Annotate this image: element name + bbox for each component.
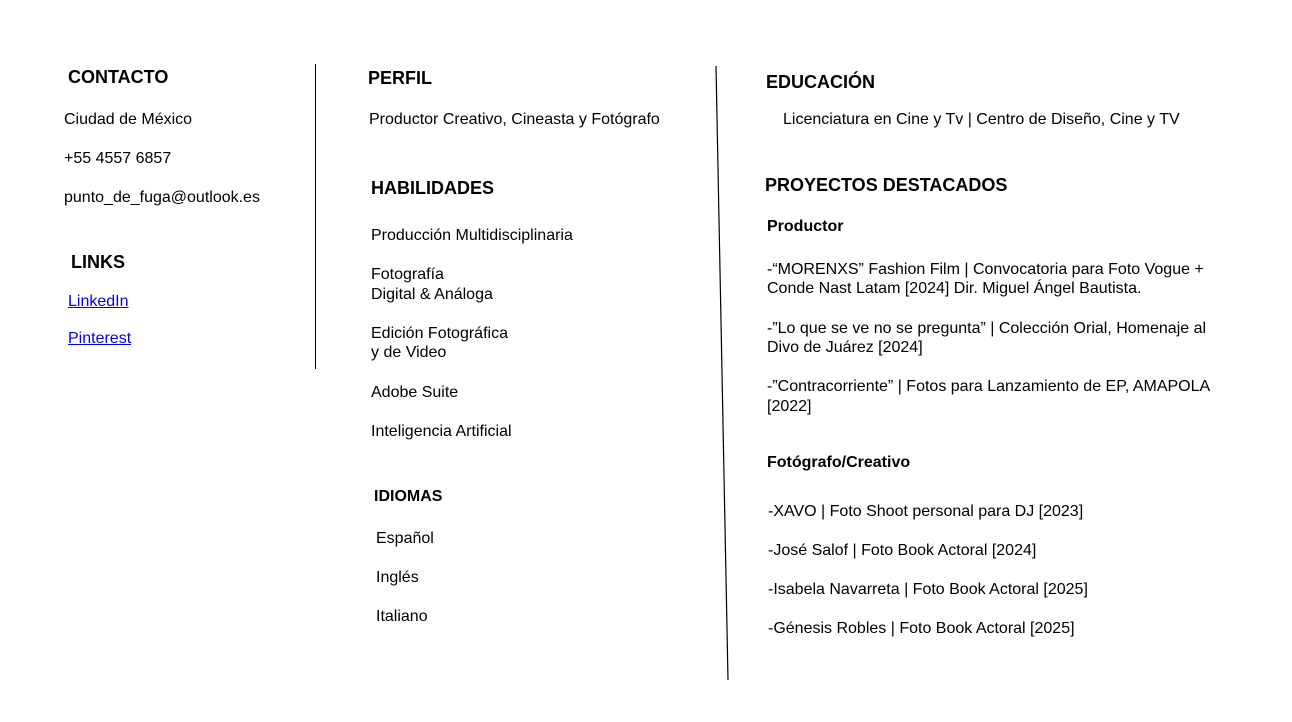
photographer-subheading: Fotógrafo/Creativo [767,454,911,471]
project-item: [2022] [767,398,812,415]
language-item: Inglés [376,569,419,586]
contact-heading: CONTACTO [68,67,169,87]
education-text: Licenciatura en Cine y Tv | Centro de Diseño, Cine y TV [783,111,1180,128]
skill-item: Fotografía [371,266,444,283]
pinterest-link[interactable]: Pinterest [68,330,132,347]
project-item: Conde Nast Latam [2024] Dir. Miguel Ángel Bautista. [767,280,1142,297]
language-item: Español [376,530,434,547]
project-item: -“MORENXS” Fashion Film | Convocatoria para Foto Vogue + [767,261,1204,278]
contact-phone: +55 4557 6857 [64,150,172,167]
project-item: -”Contracorriente” | Fotos para Lanzamiento de EP, AMAPOLA [767,378,1211,395]
education-heading: EDUCACIÓN [766,72,876,92]
column-divider-left [315,64,316,369]
skill-item: Edición Fotográfica [371,325,508,342]
links-heading: LINKS [71,252,125,272]
skill-item: Producción Multidisciplinaria [371,227,573,244]
project-item: -XAVO | Foto Shoot personal para DJ [2023] [768,503,1084,520]
profile-heading: PERFIL [368,68,433,88]
projects-heading: PROYECTOS DESTACADOS [765,175,1008,195]
project-item: -Génesis Robles | Foto Book Actoral [2025] [768,620,1075,637]
linkedin-link[interactable]: LinkedIn [68,293,129,310]
column-divider-right [700,60,740,685]
producer-subheading: Productor [767,218,844,235]
project-item: Divo de Juárez [2024] [767,339,923,356]
project-item: -José Salof | Foto Book Actoral [2024] [768,542,1037,559]
project-item: -”Lo que se ve no se pregunta” | Colección Orial, Homenaje al [767,320,1207,337]
skill-item: Adobe Suite [371,384,459,401]
contact-email: punto_de_fuga@outlook.es [64,189,260,206]
skill-item: Inteligencia Artificial [371,423,512,440]
skill-item: Digital & Análoga [371,286,493,303]
profile-text: Productor Creativo, Cineasta y Fotógrafo [369,111,660,128]
skill-item: y de Video [371,344,447,361]
skills-heading: HABILIDADES [371,178,495,198]
languages-heading: IDIOMAS [374,488,443,505]
contact-city: Ciudad de México [64,111,193,128]
project-item: -Isabela Navarreta | Foto Book Actoral [2025] [768,581,1088,598]
language-item: Italiano [376,608,428,625]
